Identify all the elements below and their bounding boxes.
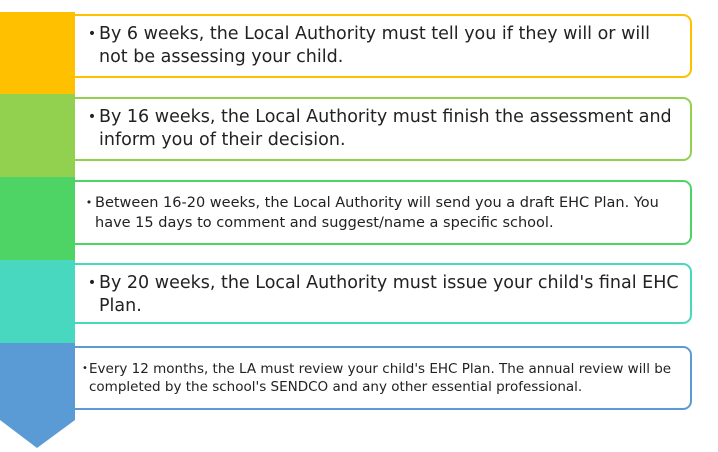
step-1-box xyxy=(75,14,692,78)
bullet-icon: • xyxy=(85,196,93,209)
step-4-box xyxy=(75,263,692,324)
step-5-chevron xyxy=(0,343,75,448)
bullet-icon: • xyxy=(82,363,88,374)
step-4-text: By 20 weeks, the Local Authority must issue your child's final EHC Plan. xyxy=(99,273,679,316)
bullet-icon: • xyxy=(87,275,97,291)
step-5-box xyxy=(75,346,692,410)
step-1-text: By 6 weeks, the Local Authority must tell you if they will or will not be assessing your child. xyxy=(99,24,650,67)
step-2-text: By 16 weeks, the Local Authority must finish the assessment and inform you of their decision. xyxy=(99,107,672,150)
step-3-text: Between 16-20 weeks, the Local Authority will send you a draft EHC Plan. You have 15 days to comment and suggest/name a specific school. xyxy=(95,195,659,231)
step-3-box xyxy=(75,180,692,245)
bullet-icon: • xyxy=(87,26,97,42)
step-5-text: Every 12 months, the LA must review your child's EHC Plan. The annual review will be completed by the school's SENDCO and any other essential professional. xyxy=(89,361,672,395)
step-2-box xyxy=(75,97,692,161)
bullet-icon: • xyxy=(87,109,97,125)
